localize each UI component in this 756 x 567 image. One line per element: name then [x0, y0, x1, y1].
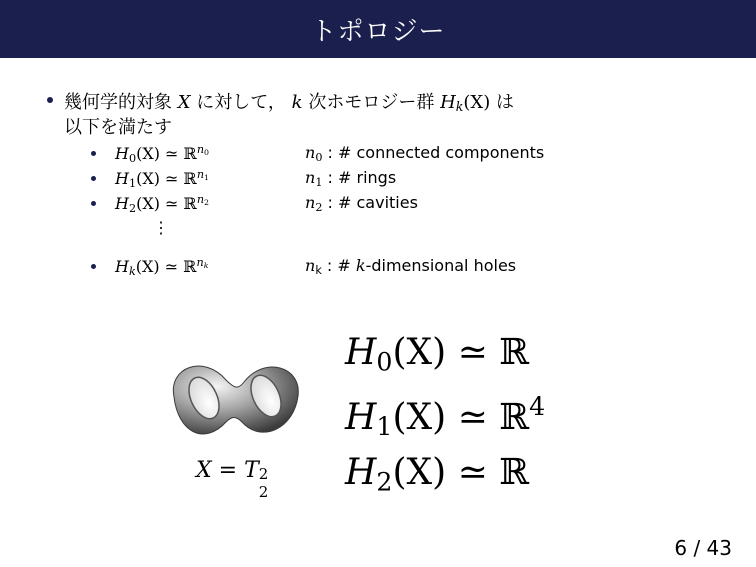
result-h2: $H_2(X)$ ≃ ℝ: [345, 452, 530, 497]
homology-item-k: [0, 256, 756, 278]
item-lhs: $H_0(X)$ ≃ ℝ$^{n_0}$: [115, 143, 210, 165]
bullet-icon: [91, 151, 96, 156]
item-lhs: $H_1(X)$ ≃ ℝ$^{n_1}$: [115, 168, 210, 190]
slide-title: トポロジー: [310, 16, 446, 47]
item-description: $n_1$ : # rings: [305, 168, 397, 189]
bullet-icon: [91, 264, 96, 269]
item-lhs: $H_2(X)$ ≃ ℝ$^{n_2}$: [115, 193, 210, 215]
bullet-icon: [91, 176, 96, 181]
intro-line-1: 幾何学的対象 X に対して， k 次ホモロジー群 $H_k(X)$ は: [64, 92, 514, 115]
hk-symbol: $H_k(X)$: [440, 92, 491, 115]
item-description: $n_k$ : # k-dimensional holes: [305, 256, 517, 277]
title-bar: [0, 0, 756, 58]
double-torus-image: [164, 352, 304, 452]
result-h0: $H_0(X)$ ≃ ℝ: [345, 332, 530, 377]
intro-line-2: 以下を満たす: [64, 117, 172, 138]
homology-item-0: [0, 143, 756, 165]
vertical-ellipsis: ⋮: [153, 218, 169, 237]
page-number: 6 / 43: [674, 536, 732, 560]
homology-item-2: [0, 193, 756, 215]
bullet-icon: [91, 201, 96, 206]
result-h1: $H_1(X)$ ≃ ℝ$^4$: [345, 392, 546, 442]
item-description: $n_2$ : # cavities: [305, 193, 418, 214]
homology-item-1: [0, 168, 756, 190]
item-lhs: $H_k(X)$ ≃ ℝ$^{n_k}$: [115, 256, 209, 278]
item-description: $n_0$ : # connected components: [305, 143, 545, 164]
surface-label: X = T 2 2: [196, 458, 269, 501]
bullet-icon: [44, 94, 58, 108]
